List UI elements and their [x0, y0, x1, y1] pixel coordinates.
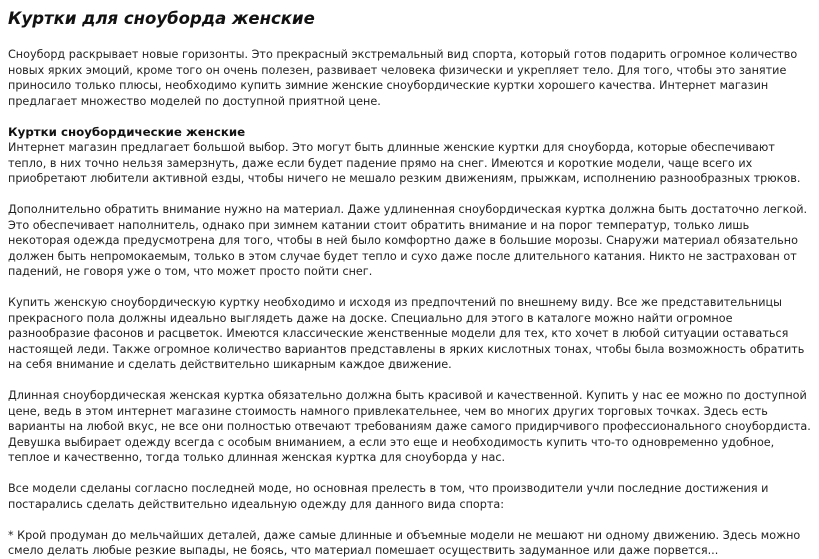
article: [8, 8, 813, 559]
paragraph-material: Дополнительно обратить внимание нужно на материал. Даже удлиненная сноубордическая куртка должна быть достаточно легкой. Это обеспечивает наполнитель, однако при зимнем катании стоит обратить внимание и на порог температур, только лишь некоторая одежда предусмотрена для того, чтобы в ней было комфортно даже в большие морозы. Снаружи материал обязательно должен быть непромокаемым, только в этом случае будет тепло и сухо даже после длительного катания. Никто не застрахован от падений, не говоря уже о том, что может просто пойти снег.: [8, 203, 808, 278]
section-heading: Куртки сноубордические женские: [8, 125, 246, 139]
page-title: Куртки для сноуборда женские: [8, 9, 315, 28]
paragraph-fashion: Все модели сделаны согласно последней моде, но основная прелесть в том, что производители учли последние достижения и постарались сделать действительно идеальную одежду для данного вида спорта:: [8, 482, 769, 511]
list-item-cut: * Крой продуман до мельчайших деталей, даже самые длинные и объемные модели не мешают ни одному движению. Здесь можно смело делать любые резкие выпады, не боясь, что материал помешает осуществить задуманное или даже порвется...: [8, 528, 801, 557]
paragraph-selection: Интернет магазин предлагает большой выбор. Это могут быть длинные женские куртки для сноуборда, которые обеспечивают тепло, в них точно нельзя замерзнуть, даже если будет падение прямо на снег. Имеются и короткие модели, чаще всего их приобретают любители активной езды, чтобы ничего не мешало резким движениям, прыжкам, исполнению разнообразных трюков.: [8, 141, 801, 185]
paragraph-appearance: Купить женскую сноубордическую куртку необходимо и исходя из предпочтений по внешнему виду. Все же представительницы прекрасного пола должны идеально выглядеть даже на доске. Специально для этого в каталоге можно найти огромное разнообразие фасонов и расцветок. Имеются классические женственные модели для тех, кто хочет в любой ситуации оставаться настоящей леди. Также огромное количество вариантов представлены в ярких кислотных тонах, чтобы была возможность обратить на себя внимание и сделать действительно шикарным каждое движение.: [8, 296, 805, 371]
paragraph-long-jacket: Длинная сноубордическая женская куртка обязательно должна быть красивой и качественной. Купить у нас ее можно по доступной цене, ведь в этом интернет магазине стоимость намного привлекательнее, чем во многих других торговых точках. Здесь есть варианты на любой вкус, не все они полностью отвечают требованиям даже самого придирчивого профессионального сноубордиста. Девушка выбирает одежду всегда с особым вниманием, а если это еще и необходимость купить что-то одновременно удобное, теплое и качественно, тогда только длинная женская куртка для сноуборда у нас.: [8, 389, 811, 464]
intro-paragraph: Сноуборд раскрывает новые горизонты. Это прекрасный экстремальный вид спорта, который готов подарить огромное количество новых ярких эмоций, кроме того он очень полезен, развивает человека физически и укрепляет тело. Для того, чтобы это занятие приносило только плюсы, необходимо купить зимние женские сноубордические куртки хорошего качества. Интернет магазин предлагает множество моделей по доступной приятной цене.: [8, 48, 798, 108]
